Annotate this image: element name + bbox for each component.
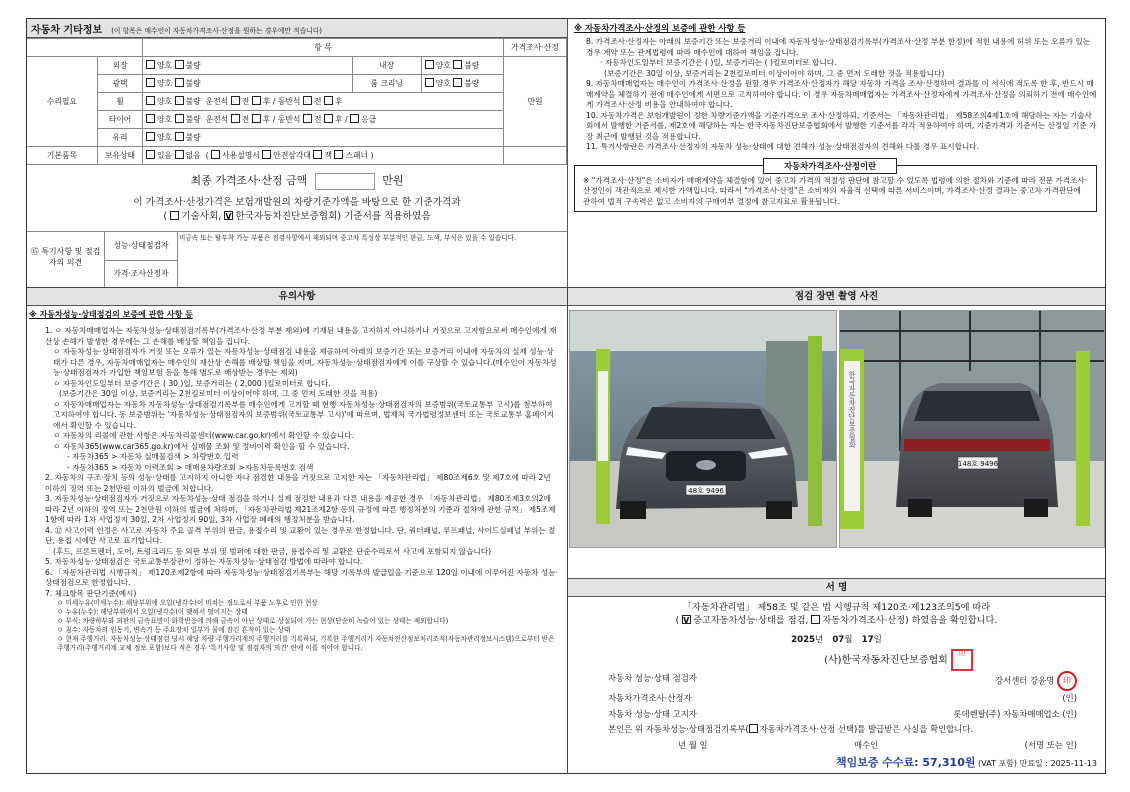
note-item: (후드, 프론트펜더, 도어, 트렁크리드 등 외판 부위 및 범퍼에 대한 판금, 용접수리 및 교환은 단순수리로서 사고에 포함되지 않습니다) — [53, 546, 492, 556]
option-label: 불량 — [185, 97, 201, 106]
section-title: ※ 자동차가격조사·산정의 보증에 관한 사항 등 — [574, 23, 746, 33]
option-label: 불량 — [185, 115, 201, 124]
photo-section — [568, 288, 1105, 578]
inspection-record-page — [26, 18, 1106, 774]
guarantee-item: 11. 특기사항란은 가격조사·산정자의 자동차 성능·상태에 대한 견해가 성능·상태점검자의 견해와 다를 경우 표시합니다. — [586, 142, 980, 151]
definition-title: 자동차가격조사·산정이란 — [763, 158, 897, 174]
signature-title: 서 명 — [568, 579, 1105, 597]
buyer-date: 년 월 일 — [678, 739, 708, 750]
checkbox-performance-check[interactable] — [682, 615, 691, 624]
definition-box — [574, 160, 1097, 213]
checkbox[interactable] — [146, 96, 155, 105]
car-rear-image — [840, 311, 1104, 547]
criteria-item: ㅇ 현재 주행거리: 자동차성능·상태점검 당시 해당 차량 주행거리계의 주행거리를 기록하되, 기록한 주행거리가 자동차전산정보처리조직(자동차관리정보시스템)으로부터 받은 주행거리(주행거리계 교체 정보 포함)보다 적은 경우 '특기사항 및 점검자의 의견' 란에 이를 적어야 합니다. — [57, 635, 555, 652]
checkbox[interactable] — [146, 132, 155, 141]
criteria-item: ㅇ 부식: 차량하부와 외판의 금속표면이 화학반응에 의해 금속이 아닌 상태로 상실되어 가는 현상(단순히 녹슬어 있는 상태는 제외합니다) — [57, 617, 449, 625]
basis-option: 기술사회, — [181, 210, 222, 222]
expiry-date: 만료일 : 2025-11-13 — [1019, 759, 1097, 768]
checkbox[interactable] — [303, 96, 312, 105]
col-price-header: 가격조사·산정 — [504, 39, 567, 57]
checkbox[interactable] — [425, 78, 434, 87]
checkbox[interactable] — [262, 150, 271, 159]
checkbox[interactable] — [146, 114, 155, 123]
section-title: 자동차 기타정보 — [31, 25, 103, 36]
row-label: 외장 — [98, 57, 143, 75]
option-label: 불량 — [185, 133, 201, 142]
sign-row-value: 롯데렌탈(주) 자동차매매업소 (인) — [953, 708, 1077, 719]
option-label: 후 / 동반석 — [262, 115, 301, 124]
option-label: 전 — [241, 97, 250, 106]
note-item: 5. 자동차성능·상태점검은 국토교통부장관이 정하는 자동차성능·상태점검 방법에 따라야 합니다. — [45, 557, 363, 566]
buyer-signature[interactable]: (서명 또는 인) — [1024, 739, 1077, 750]
option-label: 전 — [241, 115, 250, 124]
col-item-header: 항 목 — [143, 39, 504, 57]
checkbox[interactable] — [175, 60, 184, 69]
option-label: 전 — [313, 97, 322, 106]
repair-table — [27, 38, 567, 165]
option-label: 전 — [313, 115, 322, 124]
date-unit: 일 — [873, 635, 882, 645]
option-label: 불량 — [185, 79, 201, 88]
sign-row-value: 강서센터 강윤명 — [995, 675, 1055, 686]
issuer-org: (사)한국자동차진단보증협회 — [824, 655, 948, 666]
checkbox[interactable] — [334, 150, 343, 159]
law-line: 「자동차관리법」 제58조 및 같은 법 시행규칙 제120조·제123조의5에 따라 — [682, 602, 991, 613]
checkbox[interactable] — [146, 78, 155, 87]
option-label: 잭 — [324, 151, 332, 160]
checkbox[interactable] — [175, 150, 184, 159]
photo-banner-text: 한국자동차진단보증협회 — [848, 371, 856, 448]
row-label: 타이어 — [98, 111, 143, 129]
option-label: ( — [205, 151, 212, 160]
price-guarantee-section — [567, 19, 1105, 287]
option-label: 양호 — [157, 61, 173, 70]
note-item: - 자동차365 > 자동차 이력조회 > 매매용차량조회 >자동차등록번호 검색 — [67, 462, 314, 472]
notes-subtitle: ※ 자동차성능·상태점검의 보증에 관한 사항 등 — [29, 310, 193, 319]
checkbox[interactable] — [175, 78, 184, 87]
photo-title: 점검 장면 촬영 사진 — [568, 288, 1105, 306]
fee-label: 책임보증 수수료: — [835, 756, 923, 769]
notes-title: 유의사항 — [27, 288, 567, 306]
note-item: 1. ㅇ 자동차매매업자는 자동차성능·상태점검기록부(가격조사·산정 부분 제외)에 기재된 내용을 고지하지 아니하거나 거짓으로 고지함으로써 매수인에게 재산상 손해가 발생한 경우에는 그 손해를 배상할 책임을 집니다. — [45, 326, 557, 346]
note-item: ㅇ 자동차의 리콜에 관한 사항은 자동차리콜센터(www.car.go.kr)에서 확인할 수 있습니다. — [53, 431, 354, 440]
guarantee-item: · 자동차인도일부터 보증기간은 ( )일, 보증거리는 ( )킬로미터로 합니다. — [600, 58, 837, 67]
checkbox-kaa[interactable] — [224, 211, 233, 220]
checkbox[interactable] — [324, 96, 333, 105]
special-row-label: 가격·조사산정자 — [105, 260, 178, 287]
buyer-label: 매수인 — [854, 739, 879, 750]
fee-amount: 57,310원 — [922, 756, 976, 769]
option-label: 운전석 — [205, 115, 229, 124]
special-label: ⑮ 특기사항 및 점검자의 의견 — [27, 232, 105, 287]
checkbox[interactable] — [231, 114, 240, 123]
section-title-note: (이 항목은 매수인이 자동차가격조사·산정을 원하는 경우에만 적습니다) — [111, 27, 323, 35]
rear-photo — [839, 310, 1105, 548]
checkbox[interactable] — [303, 114, 312, 123]
sign-row-label: 자동차 성능·상태 점검자 — [608, 673, 697, 683]
group-basic-label: 기본품목 — [27, 147, 98, 165]
note-item: (보증기간은 30일 이상, 보증거리는 2천킬로미터 이상이어야 하며, 그 중 먼저 도래한 것을 적용) — [59, 389, 378, 398]
note-item: ㅇ 자동차365(www.car365.go.kr)에서 실매물 조회 및 정비이력 확인을 할 수 있습니다. — [53, 441, 350, 451]
sign-option: 중고자동차성능·상태를 점검, — [693, 615, 809, 626]
option-label: 양호 — [435, 79, 451, 88]
checkbox[interactable] — [211, 150, 220, 159]
front-photo — [569, 310, 837, 548]
option-label: 불량 — [185, 61, 201, 70]
option-label: 양호 — [435, 61, 451, 70]
note-item: ㅇ 자동차매매업자는 자동차 자동차성능·상태점검기록부를 매수인에게 고지할 때 현행 자동차성능·상태점검자의 보증범위(국토교통부 고시)를 첨부하여 고지하여야 합니다. 동 보증범위는 '자동차성능·상태점검자의 보증범위(국토교통부 고시)'에 따르며, 법제처 국가법령정보센터 또는 국토교통부 홈페이지에서 확인할 수 있습니다. — [53, 399, 555, 430]
sign-option: 자동차가격조사·산정) 하였음을 확인합니다. — [822, 615, 998, 626]
checkbox[interactable] — [313, 150, 322, 159]
signature-section: 서 명 「자동차관리법」 제58조 및 같은 법 시행규칙 제120조·제123조의5에 따라 ( V중고자동차성능·상태를 점검, 자동차가격조사·산정) 하였음을 확인합니다. 2025년 07월 17일 (사)한국자동차진단보증협회 印 자동차 성능·상태 점검자 강서센터 강윤명 印 자동차가격조사·산정자 (인) 자동차 성능·상태 고지자 롯데렌탈(주) 자동차매매업소 (인) 본인은 위 자동차성능·상태점검기록부( 자동차가격조사·산정 선택)를 발급받은 사실을 확인합니다. 년 월 일 매수인 (서명 또는 인) 책임보증 수수료: 57,310원 (VAT 포함) 만료일 : 2025-11-13 — [568, 578, 1105, 774]
checkbox[interactable] — [350, 114, 359, 123]
final-price-input[interactable] — [315, 173, 375, 190]
sign-row-label: 자동차 성능·상태 고지자 — [608, 708, 697, 719]
date-unit: 월 — [844, 635, 853, 645]
special-notes — [27, 231, 567, 287]
special-row-note: 비금속 또는 탈부착 가능 부품은 점검사항에서 제외되며 중고차 특성상 부분적인 판금, 도색, 부식은 있을 수 있습니다. — [179, 234, 517, 242]
option-label: 후 / 동반석 — [262, 97, 301, 106]
option-label: 양호 — [157, 79, 173, 88]
basis-line: 이 가격조사·산정가격은 보험개발원의 차량기준가액을 바탕으로 한 기준가격과 — [133, 196, 461, 208]
note-item: - 자동차365 > 자동차 실매물검색 > 차량번호 입력 — [67, 452, 239, 461]
note-item: 6. 「자동차관리법 시행규칙」 제120조제2항에 따라 자동차성능·상태점검기록부는 해당 기록부의 발급일을 기준으로 120일 이내에 이루어진 자동차 성능·상태점검으로 한정합니다. — [45, 567, 558, 587]
option-label: 안전삼각대 — [273, 151, 311, 160]
note-item: ㅇ 자동차인도일부터 보증기간은 ( 30 )일, 보증거리는 ( 2,000 )킬로미터로 합니다. — [53, 378, 331, 388]
guarantee-item: (보증기간은 30일 이상, 보증거리는 2천킬로미터 이상이어야 하며, 그 중 먼저 도래한 것을 적용합니다) — [604, 68, 945, 78]
row-label: 내장 — [352, 57, 421, 75]
note-item: 3. 자동차성능·상태점검자가 거짓으로 자동차성능·상태 점검을 하거나 실제 점검한 내용과 다른 내용을 제공한 경우 「자동차관리법」 제80조제3호의2에 따라 2년 이하의 징역 또는 2천만원 이하의 벌금에 처하며, 「자동차관리법 제21조제2항 등의 규정에 따른 행정처분의 기준과 절차에 관한 규칙」 제5조제1항에 따라 1차 사업정지 30일, 2차 사업정지 90일, 3차 사업장 폐쇄의 행정처분을 받습니다. — [45, 494, 556, 524]
option-label: 사용설명서 — [222, 151, 260, 160]
vehicle-other-info-section: 자동차 기타정보 (이 항목은 매수인이 자동차가격조사·산정을 원하는 경우에만 적습니다) 항 목 가격조사·산정 수리필요 외장 양호 불량 내장 양호 불량 만원 광택 양호 불량 룸 크리닝 양호 불량 휠 양호 불량 운전석 전 후 / 동반석 전 후 타이어 양호 불량 운전석 전 후 / 동반석 전 후 / 응급 유리 양호 불량 기본품목 보유상태 있음 없음 ( 사용설명서 안전삼각대 잭 스패너 ) 최종 가격조사·산정 금액 만원 이 가격조사·산정가격은 보험개발원의 차량기준가액을 바탕으로 한 기준가격과 ( 기술사회, V 한국자동차진단보증협회) 기준서를 적용하였음 ⑮ 특기사항 및 점검자의 의견 성능·상태점검자 비금속 또는 탈부착 가능 부품은 점검사항에서 제외되며 중고차 특성상 부분적인 판금, 도색, 부식은 있을 수 있습니다. 가격·조사산정자 — [27, 19, 567, 287]
date-unit: 년 — [815, 635, 824, 645]
price-unit: 만원 — [504, 57, 567, 147]
checkbox[interactable] — [175, 114, 184, 123]
checkbox[interactable] — [175, 96, 184, 105]
note-item: 7. 체크항목 판단기준(예시) — [45, 588, 137, 598]
checkbox[interactable] — [324, 114, 333, 123]
guarantee-item: 10. 자동차가격은 보험개발원이 정한 차량기준가액을 기준가격으로 조사·산정하되, 기준서는 「자동차관리법」 제58조의4제1호에 해당하는 자는 기술사회에서 발행한 기준서를, 제2호에 해당하는 자는 한국자동차진단보증협회에서 발행한 기준서를 각각 적용하여야 하며, 기준가격과 기준서는 산정일 기준 가장 최근에 발행된 것을 적용합니다. — [586, 110, 1097, 141]
fee-vat: (VAT 포함) — [978, 759, 1017, 768]
rear-plate-text: 148호 9496 — [957, 460, 999, 468]
criteria-item: ㅇ 침수: 자동차의 원동기, 변속기 등 주요장치 일부가 물에 잠긴 흔적이 있는 상태 — [57, 626, 291, 634]
confirm-text: 자동차가격조사·산정 선택)를 발급받은 사실을 확인합니다. — [759, 724, 974, 734]
option-label: 양호 — [157, 115, 173, 124]
option-label: 양호 — [157, 97, 173, 106]
row-label: 룸 크리닝 — [352, 75, 421, 93]
row-label: 휠 — [98, 93, 143, 111]
sign-row-value: (인) — [1062, 693, 1077, 703]
option-label: 후 / — [334, 115, 348, 124]
final-price-label: 최종 가격조사·산정 금액 — [190, 174, 308, 187]
front-plate-text: 48호 9496 — [688, 487, 724, 495]
option-label: 없음 — [185, 151, 201, 160]
confirm-text: 본인은 위 자동차성능·상태점검기록부( — [608, 724, 749, 734]
row-label: 유리 — [98, 129, 143, 147]
option-label: 불량 — [464, 79, 480, 88]
guarantee-item: 8. 가격조사·산정자는 아래의 보증기간 또는 보증거리 이내에 자동차성능·상태점검기록부(가격조사·산정 부분 한정)에 적힌 내용에 허위 또는 오류가 있는 경우 계약 또는 관계법령에 따라 매수인에 대하여 책임을 집니다. — [586, 37, 1091, 57]
checkbox-price-check[interactable] — [811, 615, 820, 624]
checkbox[interactable] — [453, 60, 462, 69]
criteria-item: ㅇ 누유(누수): 해당부위에서 오일(냉각수)이 맺혀서 떨어지는 상태 — [57, 608, 248, 616]
checkbox-confirm[interactable] — [749, 724, 758, 733]
option-label: 불량 — [464, 61, 480, 70]
checkbox[interactable] — [425, 60, 434, 69]
checkbox[interactable] — [231, 96, 240, 105]
sign-row-label: 자동차가격조사·산정자 — [608, 693, 692, 703]
guarantee-item: 9. 자동차매매업자는 매수인이 가격조사·산정을 원할 경우 가격조사·산정자가 해당 자동차 가격을 조사·산정하여 결과를 이 서식에 적도록 한 후, 반드시 매매계약을 체결하기 전에 매수인에게 서면으로 고지하여야 합니다. 이 경우 자동차매매업자는 가격조사·산정자에게 가격조사·산정을 의뢰하기 전에 매수인에게 가격조사·산정 비용을 안내하여야 합니다. — [586, 79, 1097, 109]
option-label: 운전석 — [205, 97, 229, 106]
final-price-row — [27, 172, 567, 190]
inspector-seal-icon: 印 — [1057, 671, 1077, 691]
note-item: ㅇ 자동차성능·상태점검자가 거짓 또는 오류가 있는 자동차성능·상태점검 내용을 제공하여 아래의 보증기간 또는 보증거리 이내에 자동차의 실제 성능·상태가 다른 경우, 자동차매매업자는 매수인의 재산상 손해를 배상할 책임을 지며, 자동차성능·상태점검자에게 이를 구상할 수 있습니다.(매수인이 자동차성능·상태점검자가 가입한 책임보험 등을 통해 별도로 배상받는 경우는 제외) — [53, 347, 557, 377]
row-label: 광택 — [98, 75, 143, 93]
final-price-unit: 만원 — [382, 174, 404, 187]
option-label: 후 — [334, 97, 343, 106]
note-item: 2. 자동차의 구조·장치 등의 성능·상태를 고지하지 아니한 자나 점검한 내용을 거짓으로 고지한 자는 「자동차관리법」 제80조제6호 및 제7호에 따라 2년 이하의 징역 또는 2천만원 이하의 벌금에 처합니다. — [45, 473, 551, 493]
checkbox[interactable] — [453, 78, 462, 87]
group-repair-label: 수리필요 — [27, 57, 98, 147]
checkbox[interactable] — [146, 60, 155, 69]
option-label: 양호 — [157, 133, 173, 142]
option-label: 응급 — [361, 115, 377, 124]
checkbox[interactable] — [146, 150, 155, 159]
definition-text: ※ "가격조사·산정"은 소비자가 매매계약을 체결함에 있어 중고차 가격의 적절성 판단에 참고할 수 있도록 법령에 의한 절차와 기준에 따라 전문 가격조사·산정인이 객관적으로 제시한 가액입니다. 따라서 "가격조사·산정"은 소비자의 자율적 선택에 따른 서비스이며, 가격조사·산정 결과는 중고차 가격판단에 관하여 법적 구속력은 없고 소비자의 구매여부 결정에 참고자료로 활용됩니다. — [583, 175, 1088, 206]
special-row-label: 성능·상태점검자 — [105, 232, 178, 261]
car-front-image — [570, 311, 836, 547]
criteria-item: ㅇ 미세누유(미세누수): 해당부위에 오일(냉각수)이 비치는 정도로서 부품 노후로 인한 현상 — [57, 599, 318, 607]
notes-section — [27, 288, 567, 774]
option-label: 스패너 ) — [345, 151, 374, 160]
checkbox[interactable] — [175, 132, 184, 141]
checkbox[interactable] — [252, 96, 261, 105]
org-stamp-icon: 印 — [951, 649, 973, 671]
option-label: 있음 — [157, 151, 173, 160]
row-label: 보유상태 — [98, 147, 143, 165]
sign-year: 2025 — [791, 635, 816, 645]
sign-day: 17 — [861, 635, 874, 645]
sign-month: 07 — [832, 635, 845, 645]
note-item: 4. ⑫ 사고이력 인정은 사고로 자동차 주요 골격 부위의 판금, 용접수리 및 교환이 있는 경우로 한정합니다. 단, 쿼터패널, 루프패널, 사이드실패널 부위는 절단, 용접 시에만 사고로 표기합니다. — [45, 525, 556, 545]
basis-option: 한국자동차진단보증협회) 기준서를 적용하였음 — [235, 210, 431, 222]
checkbox-tech-society[interactable] — [170, 211, 179, 220]
checkbox[interactable] — [252, 114, 261, 123]
